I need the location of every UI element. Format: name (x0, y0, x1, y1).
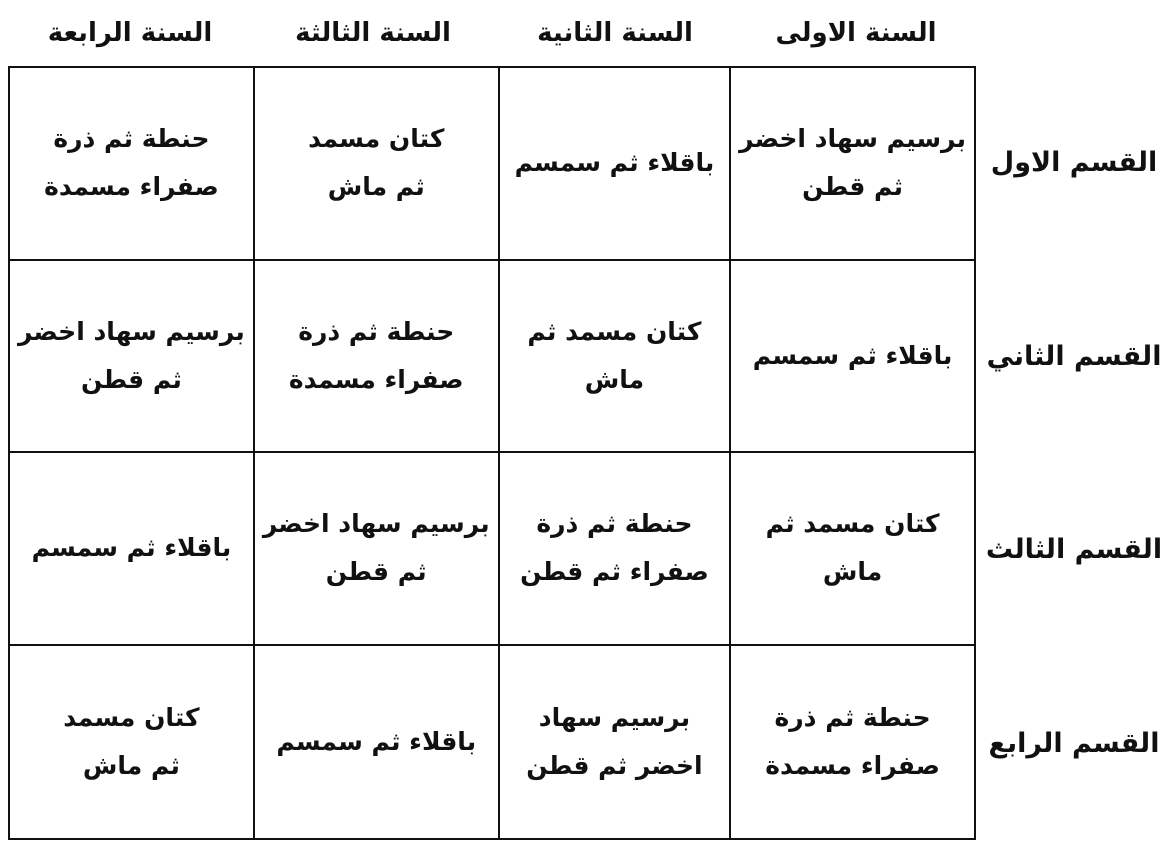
cell-text-line: صفراء مسمدة (288, 364, 464, 394)
table-cell (253, 68, 498, 261)
cell-text-line: كتان مسمد (308, 124, 445, 154)
cell-text-line: كتان مسمد ثم (527, 316, 702, 346)
table-cell (729, 453, 974, 646)
table-cell (10, 646, 253, 839)
column-header-year-3: السنة الثالثة (295, 18, 451, 48)
row-header-section-3: القسم الثالث (985, 534, 1163, 565)
row-header-section-1: القسم الاول (990, 147, 1158, 178)
cell-text-line: ثم قطن (80, 364, 182, 394)
cell-text-line: باقلاء ثم سمسم (31, 533, 232, 563)
cell-text-line: صفراء ثم قطن (520, 557, 709, 587)
cell-text-line: ثم قطن (802, 172, 904, 202)
cell-text-line: صفراء مسمدة (44, 172, 219, 202)
table-cell (498, 261, 730, 454)
cell-text-line: باقلاء ثم سمسم (514, 148, 715, 178)
cell-text-line: برسيم سهاد (538, 702, 691, 732)
table-cell (253, 453, 498, 646)
table-cell (729, 68, 974, 261)
column-header-year-2: السنة الثانية (537, 18, 693, 48)
table-cell (10, 261, 253, 454)
table-cell (253, 261, 498, 454)
row-header-section-4: القسم الرابع (988, 727, 1160, 759)
cell-text-line: حنطة ثم ذرة (53, 124, 210, 154)
cell-text-line: اخضر ثم قطن (526, 750, 703, 780)
cell-text-line: ثم ماش (327, 172, 425, 202)
cell-text-line: ماش (822, 557, 883, 587)
cell-text-line: ثم ماش (82, 750, 180, 780)
table-cell (498, 453, 730, 646)
table-cell (10, 68, 253, 261)
column-header-year-1: السنة الاولى (775, 18, 937, 48)
row-header-section-2: القسم الثاني (986, 340, 1162, 372)
column-header-year-4: السنة الرابعة (47, 18, 213, 48)
table-cell (498, 68, 730, 261)
cell-text-line: برسيم سهاد اخضر (739, 124, 966, 154)
cell-text-line: كتان مسمد ثم (765, 509, 940, 539)
crop-rotation-table (8, 66, 976, 840)
cell-text-line: صفراء مسمدة (765, 750, 940, 780)
cell-text-line: برسيم سهاد اخضر (18, 316, 245, 346)
cell-text-line: ماش (584, 364, 645, 394)
cell-text-line: حنطة ثم ذرة (298, 316, 455, 346)
table-cell (10, 453, 253, 646)
table-cell (498, 646, 730, 839)
cell-text-line: باقلاء ثم سمسم (752, 340, 953, 370)
cell-text-line: برسيم سهاد اخضر (262, 509, 490, 539)
table-cell (729, 646, 974, 839)
table-cell (253, 646, 498, 839)
cell-text-line: كتان مسمد (63, 702, 200, 732)
cell-text-line: باقلاء ثم سمسم (276, 726, 477, 756)
cell-text-line: حنطة ثم ذرة (536, 509, 693, 539)
cell-text-line: حنطة ثم ذرة (774, 702, 931, 732)
table-cell (729, 261, 974, 454)
cell-text-line: ثم قطن (325, 557, 427, 587)
